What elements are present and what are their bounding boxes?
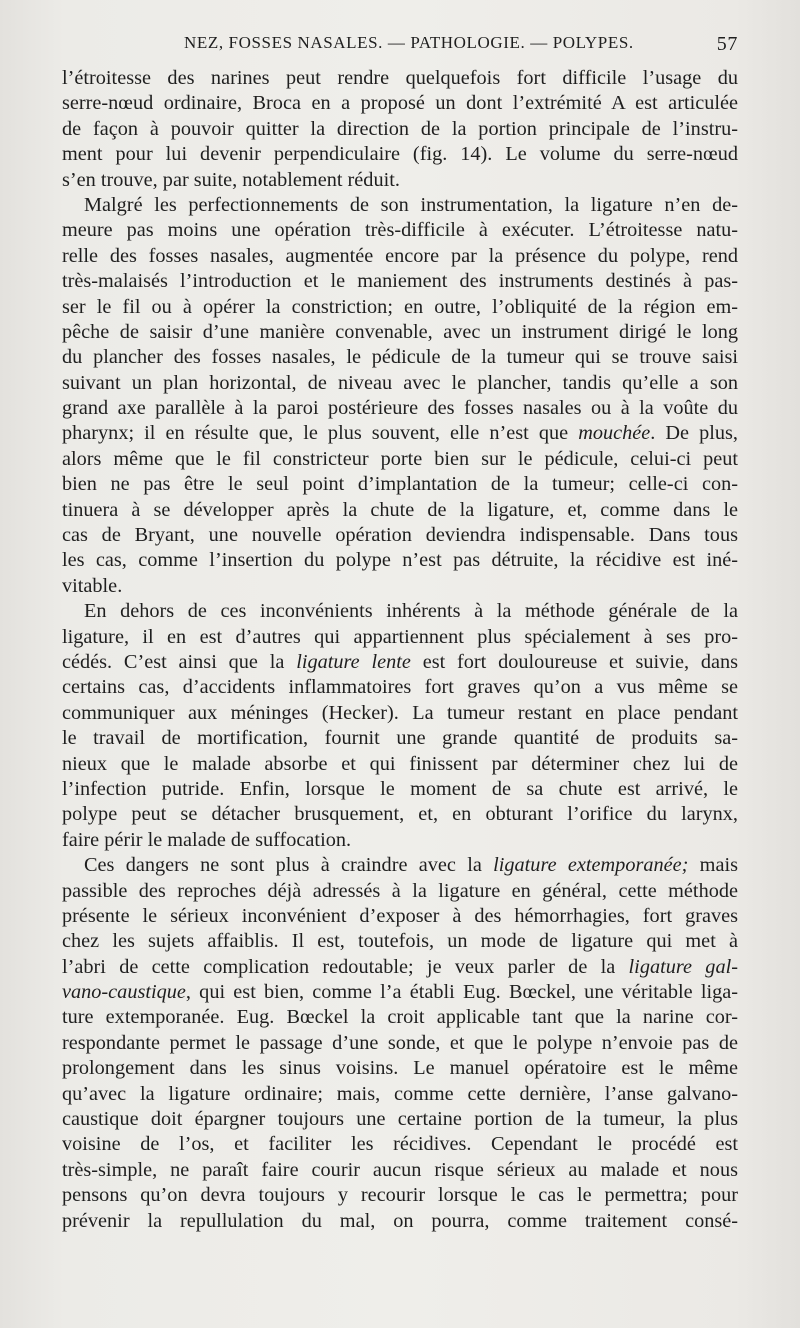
text-line: ser le fil ou à opérer la constriction; en outre, l’obliquité de la région em- [62,295,738,318]
text-line: cas de Bryant, une nouvelle opération deviendra indispensable. Dans tous [62,524,738,547]
text-segment: , qui est bien, comme l’a établi Eug. Bœckel, une véritable liga- [185,981,738,1004]
text-line: chez les sujets affaiblis. Il est, toutefois, un mode de ligature qui met à [62,930,738,953]
text-line: Malgré les perfectionnements de son instrumentation, la ligature n’en de- [84,193,738,216]
text-line: passible des reproches déjà adressés à la ligature en général, cette méthode [62,879,738,902]
text-line: voisine de l’os, et faciliter les récidives. Cependant le procédé est [62,1133,738,1156]
text-segment: . De plus, [650,422,738,445]
paragraph-1 [62,66,738,193]
text-line: nieux que le malade absorbe et qui finissent par déterminer chez lui de [62,752,738,775]
text-line: polype peut se détacher brusquement, et, en obturant l’orifice du larynx, [62,803,738,826]
text-line: ture extemporanée. Eug. Bœckel la croit applicable tant que la narine cor- [62,1006,738,1029]
text-line: l’infection putride. Enfin, lorsque le moment de sa chute est arrivé, le [62,777,738,800]
text-line: prévenir la repullulation du mal, on pourra, comme traitement consé- [62,1209,738,1232]
text-line [62,853,738,878]
paragraph-3 [62,599,738,853]
text-line: meure pas moins une opération très-difficile à exécuter. L’étroitesse natu- [62,219,738,242]
emphasis: ligature lente [296,650,411,673]
text-line: très-malaisés l’introduction et le maniement des instruments destinés à pas- [62,270,738,293]
text-line: caustique doit épargner toujours une certaine portion de la tumeur, la plus [62,1108,738,1131]
text-line: alors même que le fil constricteur porte bien sur le pédicule, celui-ci peut [62,447,738,470]
text-line: tinuera à se développer après la chute de la ligature, et, comme dans le [62,498,738,521]
text-line: qu’avec la ligature ordinaire; mais, comme cette dernière, l’anse galvano- [62,1082,738,1105]
text-line: du plancher des fosses nasales, le pédicule de la tumeur qui se trouve saisi [62,346,738,369]
text-line [62,650,738,675]
text-line: présente le sérieux inconvénient d’exposer à des hémorrhagies, fort graves [62,904,738,927]
text-line: faire périr le malade de suffocation. [62,828,352,851]
text-line: bien ne pas être le seul point d’implantation de la tumeur; celle-ci con- [62,473,738,496]
text-segment: l’abri de cette complication redoutable; je veux parler de la [62,955,629,978]
emphasis: vano-caustique [62,981,186,1004]
text-segment: mais [688,854,738,877]
text-line: pensons qu’on devra toujours y recourir lorsque le cas le permettra; pour [62,1184,738,1207]
body-text [62,66,738,1234]
text-line: très-simple, ne paraît faire courir aucun risque sérieux au malade et nous [62,1158,738,1181]
emphasis: ligature gal- [628,955,738,978]
text-line: prolongement dans les sinus voisins. Le manuel opératoire est le même [62,1057,738,1080]
text-line: certains cas, d’accidents inflammatoires fort graves qu’on a vus même se [62,676,738,699]
text-line: les cas, comme l’insertion du polype n’est pas détruite, la récidive est iné- [62,549,738,572]
text-line: ligature, il en est d’autres qui appartiennent plus spécialement à ses pro- [62,625,738,648]
text-segment: est fort douloureuse et suivie, dans [410,650,739,673]
running-title: NEZ, FOSSES NASALES. — PATHOLOGIE. — POLYPES. [184,33,634,52]
text-line: relle des fosses nasales, augmentée encore par la présence du polype, rend [62,244,738,267]
text-line: de façon à pouvoir quitter la direction de la portion principale de l’instru- [62,117,738,140]
text-line: le travail de mortification, fournit une grande quantité de produits sa- [62,727,738,750]
text-line: s’en trouve, par suite, notablement réduit. [62,168,400,191]
text-segment: cédés. C’est ainsi que la [62,650,297,673]
page-number: 57 [716,33,738,55]
text-line: pêche de saisir d’une manière convenable, avec un instrument dirigé le long [62,320,738,343]
page-header [62,33,738,57]
paragraph-4 [62,853,738,1234]
text-line [62,955,738,980]
paragraph-2 [62,193,738,599]
text-line: En dehors de ces inconvénients inhérents à la méthode générale de la [84,600,738,623]
text-line: respondante permet le passage d’une sonde, et que le polype n’envoie pas de [62,1031,738,1054]
text-line: vitable. [62,574,123,597]
text-line: serre-nœud ordinaire, Broca en a proposé un dont l’extrémité A est articulée [62,92,738,115]
text-line [62,980,738,1005]
text-segment: pharynx; il en résulte que, le plus souvent, elle n’est que [62,422,579,445]
text-segment: Ces dangers ne sont plus à craindre avec la [84,854,494,877]
text-line: l’étroitesse des narines peut rendre quelquefois fort difficile l’usage du [62,67,738,89]
emphasis: ligature extemporanée; [493,854,689,877]
text-line [62,421,738,446]
text-line: grand axe parallèle à la paroi postérieure des fosses nasales ou à la voûte du [62,397,738,420]
text-line: ment pour lui devenir perpendiculaire (fig. 14). Le volume du serre-nœud [62,143,738,166]
emphasis: mouchée [578,422,651,445]
text-line: suivant un plan horizontal, de niveau avec le plancher, tandis qu’elle a son [62,371,738,394]
text-line: communiquer aux méninges (Hecker). La tumeur restant en place pendant [62,701,738,724]
